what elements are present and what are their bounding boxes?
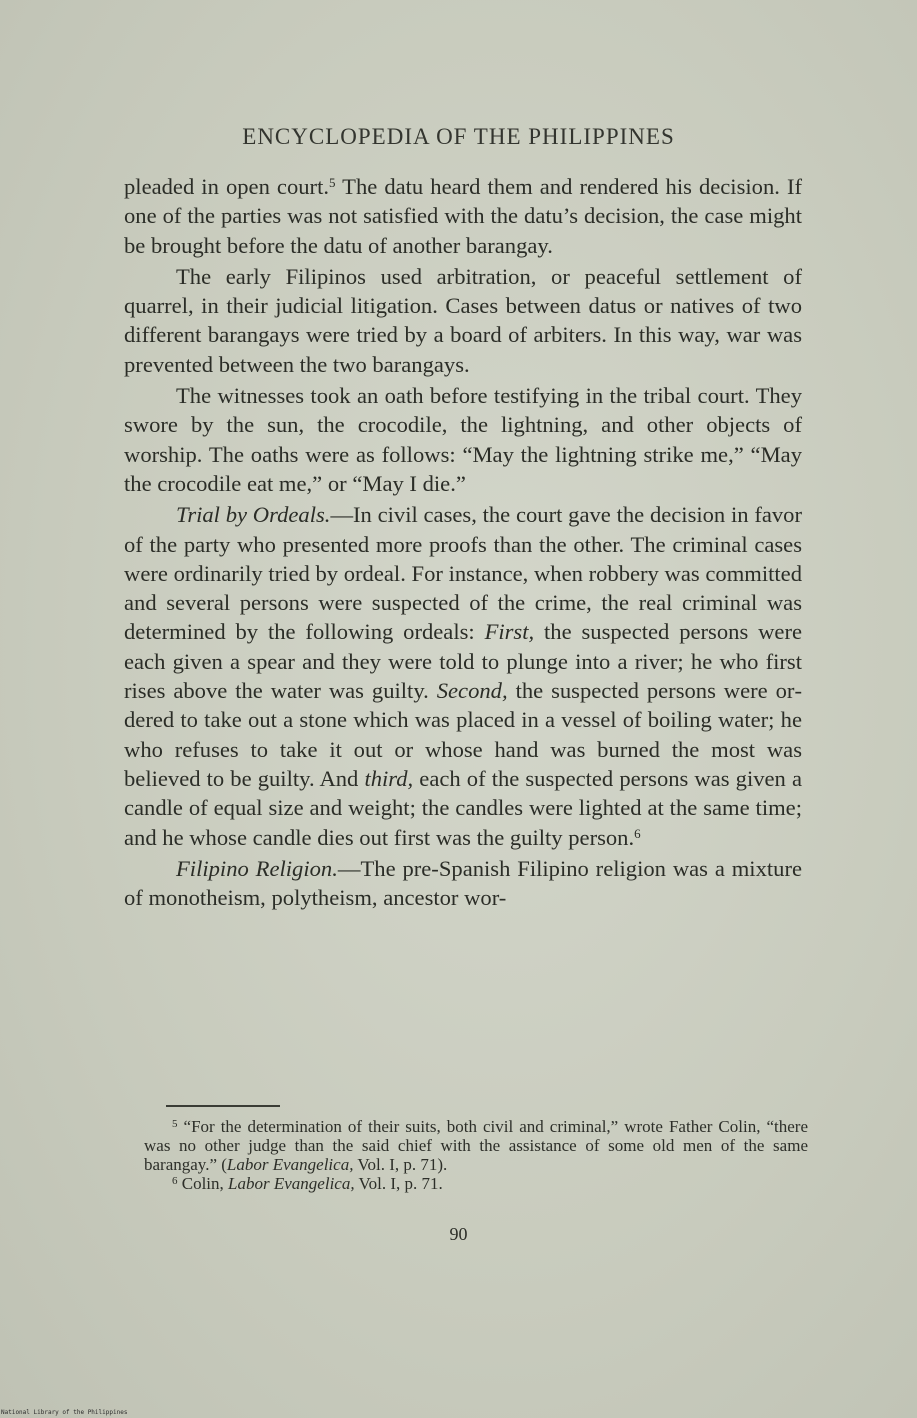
footnote-5: $^5$ “For the determination of their suits, both civil and criminal,” wrote Father Colin, “there was no other judge than the said chief with the assistance of some old men of the same barangay.” (Labor Evangelica, Vol. I, p. 71). (144, 1117, 808, 1174)
page-number: 90 (449, 1224, 468, 1244)
paragraph-2: The early Filipinos used arbitration, or peaceful settlement of quarrel, in their judicial litigation. Cases between datus or natives of two different barangays were tried by a board of arbiters. In this way, war was prevented between the two barangays. (124, 263, 802, 377)
footnote-ref-5: 5 (329, 175, 336, 190)
paragraph-1: pleaded in open court.$^5$ The datu heard them and rendered his decision. If one of the parties was not satisfied with the datu’s decision, the case might be brought before the datu of another barangay. (124, 174, 802, 258)
paragraph-3: The witnesses took an oath before testifying in the tribal court. They swore by the sun, the crocodile, the lightning, and other objects of worship. The oaths were as follows: “May the lightning strike me,” “May the crocodile eat me,” or “May I die.” (124, 383, 802, 496)
library-stamp: National Library of the Philippines (1, 1409, 128, 1416)
footnote-6: $^6$ Colin, Labor Evangelica, Vol. I, p. 71. (172, 1174, 443, 1193)
footnotes (144, 1117, 808, 1193)
paragraph-trial-by-ordeals: Trial by Ordeals.—In civil cases, the court gave the decision in favor of the party who presented more proofs than the other. The criminal cases were ordinarily tried by ordeal. For instance, when robbery was committed and several persons were suspected of the crime, the real criminal was determined by the following ordeals: First, the suspected persons were each given a spear and they were told to plunge into a river; he who first rises above the water was guilty. Second, the suspected persons were ordered to take out a stone which was placed in a vessel of boiling water; he who refuses to take it out or whose hand was burned the most was believed to be guilty. And third, each of the suspected persons was given a candle of equal size and weight; the candles were lighted at the same time; and he whose candle dies out first was the guilty person.$^6$ (124, 502, 803, 850)
section-heading-filipino-religion: Filipino Religion. (176, 855, 338, 881)
running-head: ENCYCLOPEDIA OF THE PHILIPPINES (242, 124, 675, 149)
paragraph-filipino-religion: Filipino Religion.—The pre-Spanish Filipino religion was a mixture of monotheism, polytheism, ancestor wor- (124, 855, 802, 911)
section-heading-trial-by-ordeals: Trial by Ordeals. (176, 502, 331, 528)
footnote-divider (166, 1105, 280, 1107)
body-text (124, 172, 802, 912)
footnote-ref-6: 6 (634, 825, 641, 841)
